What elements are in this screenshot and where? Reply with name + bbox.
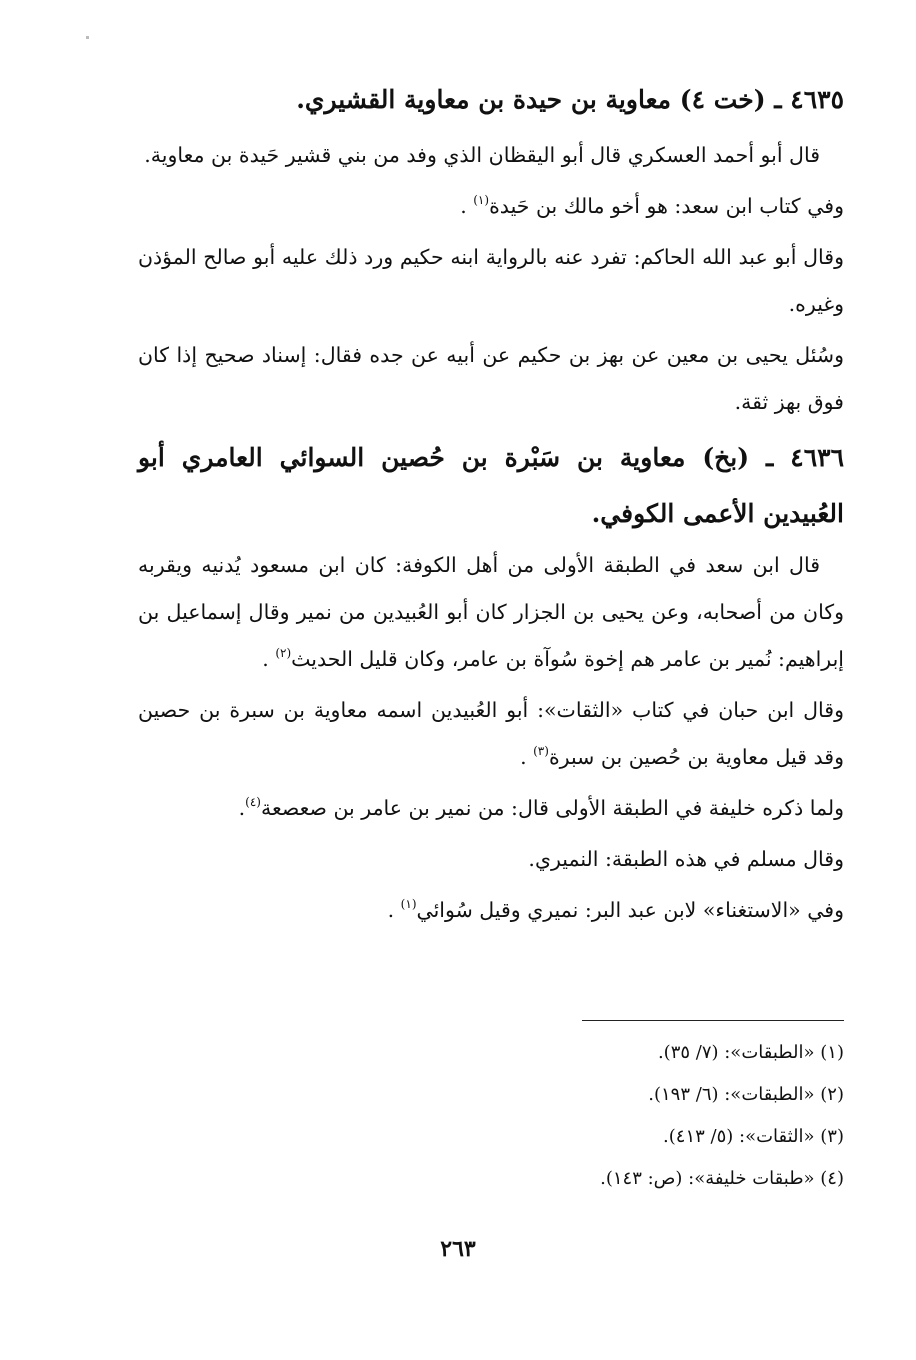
footnote-marker: (٤)	[245, 795, 261, 809]
footnote-marker: (٣)	[533, 744, 549, 758]
footnote-marker: (٢)	[275, 646, 292, 660]
paragraph	[138, 785, 844, 832]
page-number: ٢٦٣	[440, 1236, 476, 1262]
scan-mark	[86, 36, 89, 39]
paragraph	[138, 887, 844, 934]
paragraph-end: .	[262, 647, 276, 671]
paragraph-text: وقال مسلم في هذه الطبقة: النميري.	[528, 847, 844, 871]
paragraph	[138, 836, 844, 883]
paragraph	[138, 332, 844, 426]
footnote-4: (٤) «طبقات خليفة»: (ص: ١٤٣).	[600, 1168, 844, 1189]
paragraph-text: قال ابن سعد في الطبقة الأولى من أهل الكوفة: كان ابن مسعود يُدنيه ويقربه وكان من أصحابه، وعن يحيى بن الجزار كان أبو العُبيدين من نمير وقال إسماعيل بن إبراهيم: نُمير بن عامر هم إخوة سُوآة بن عامر، وكان قليل الحديث	[138, 553, 844, 671]
paragraph-text: ولما ذكره خليفة في الطبقة الأولى قال: من نمير بن عامر بن صعصعة	[260, 796, 844, 820]
paragraph-text: وفي كتاب ابن سعد: هو أخو مالك بن حَيدة	[489, 194, 844, 218]
paragraph-text: وفي «الاستغناء» لابن عبد البر: نميري وقيل سُوائي	[416, 898, 844, 922]
paragraph	[138, 132, 844, 179]
paragraph	[138, 687, 844, 781]
paragraph-text: وقال ابن حبان في كتاب «الثقات»: أبو العُبيدين اسمه معاوية بن سبرة بن حصين وقد قيل معاوية بن حُصين بن سبرة	[138, 698, 844, 769]
footnote-separator	[582, 1020, 844, 1021]
footnotes	[138, 1032, 844, 1200]
paragraph	[138, 234, 844, 328]
paragraph	[138, 542, 844, 683]
footnote-marker: (١)	[473, 193, 490, 207]
paragraph-end: .	[520, 745, 534, 769]
footnote-2: (٢) «الطبقات»: (٦/ ١٩٣).	[648, 1084, 844, 1105]
page-body	[138, 72, 844, 938]
paragraph-text: وسُئل يحيى بن معين عن بهز بن حكيم عن أبيه عن جده فقال: إسناد صحيح إذا كان فوق بهز ثقة.	[138, 343, 844, 414]
entry-title-4636: ٤٦٣٦ ـ (بخ) معاوية بن سَبْرة بن حُصين السوائي العامري أبو العُبيدين الأعمى الكوفي.	[138, 443, 844, 528]
footnote-3: (٣) «الثقات»: (٥/ ٤١٣).	[663, 1126, 844, 1147]
paragraph-end: .	[387, 898, 401, 922]
footnote-marker: (١)	[400, 897, 417, 911]
footnote-1: (١) «الطبقات»: (٧/ ٣٥).	[657, 1042, 844, 1063]
paragraph	[138, 183, 844, 230]
paragraph-end: .	[460, 194, 474, 218]
entry-title-4635: ٤٦٣٥ ـ (خت ٤) معاوية بن حيدة بن معاوية القشيري.	[296, 85, 844, 114]
paragraph-end: .	[238, 796, 246, 820]
paragraph-text: قال أبو أحمد العسكري قال أبو اليقظان الذي وفد من بني قشير حَيدة بن معاوية.	[144, 143, 820, 167]
paragraph-text: وقال أبو عبد الله الحاكم: تفرد عنه بالرواية ابنه حكيم ورد ذلك عليه أبو صالح المؤذن وغيره.	[138, 245, 844, 316]
